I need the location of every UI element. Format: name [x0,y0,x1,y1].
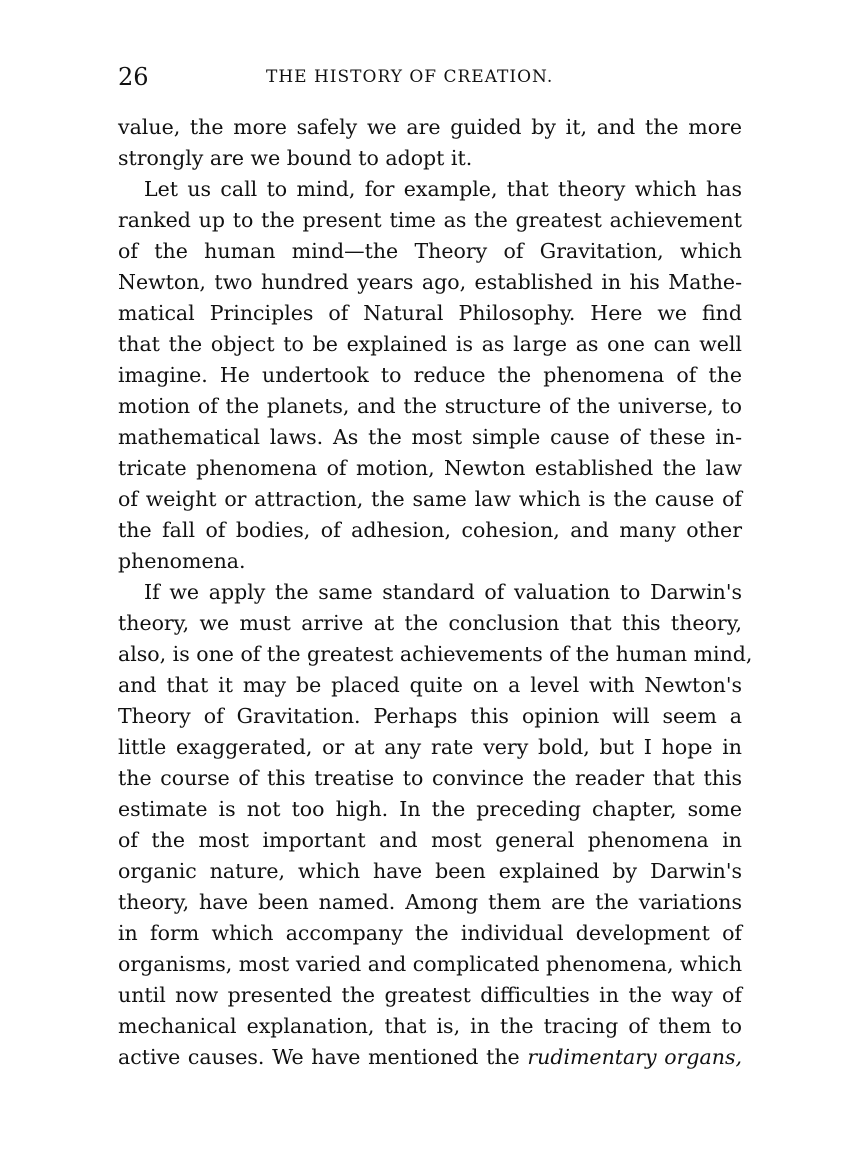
text-line: motion of the planets, and the structure of the universe, to [118,394,742,418]
text-line: until now presented the greatest difficulties in the way of [118,983,742,1007]
running-title: THE HISTORY OF CREATION. [266,67,554,87]
final-text-italic: rudimentary organs, [527,1045,742,1069]
text-line: that the object to be explained is as large as one can well [118,332,742,356]
text-line: of weight or attraction, the same law which is the cause of [118,487,742,511]
text-line: of the most important and most general phenomena in [118,828,742,852]
text-line: mechanical explanation, that is, in the tracing of them to [118,1014,742,1038]
running-head [118,62,742,92]
text-line: theory, we must arrive at the conclusion that this theory, [118,611,742,635]
final-text-roman: active causes. We have mentioned the [118,1045,520,1069]
text-line: little exaggerated, or at any rate very bold, but I hope in [118,735,742,759]
text-line: strongly are we bound to adopt it. [118,146,473,170]
text-line: estimate is not too high. In the preceding chapter, some [118,797,742,821]
text-line: mathematical laws. As the most simple cause of these in- [118,425,742,449]
text-line: value, the more safely we are guided by it, and the more [118,115,742,139]
text-line: and that it may be placed quite on a level with Newton's [118,673,742,697]
text-line: in form which accompany the individual development of [118,921,742,945]
final-text-line [118,1042,742,1073]
text-line: also, is one of the greatest achievements of the human mind, [118,642,753,666]
page-number: 26 [118,63,149,91]
text-line: organisms, most varied and complicated phenomena, which [118,952,743,976]
text-line: the fall of bodies, of adhesion, cohesion, and many other [118,518,742,542]
text-line: phenomena. [118,549,246,573]
paragraph-start-line: Let us call to mind, for example, that theory which has [144,177,742,201]
text-line: organic nature, which have been explained by Darwin's [118,859,742,883]
text-line: theory, have been named. Among them are the variations [118,890,742,914]
text-line: matical Principles of Natural Philosophy. Here we find [118,301,742,325]
text-line: of the human mind—the Theory of Gravitation, which [118,239,742,263]
text-line: imagine. He undertook to reduce the phenomena of the [118,363,742,387]
text-line: tricate phenomena of motion, Newton established the law [118,456,742,480]
body-text [118,112,753,1073]
text-line: Theory of Gravitation. Perhaps this opinion will seem a [118,704,742,728]
text-line: Newton, two hundred years ago, established in his Mathe- [118,270,742,294]
paragraph-start-line: If we apply the same standard of valuation to Darwin's [144,580,742,604]
text-line: ranked up to the present time as the greatest achievement [118,208,742,232]
text-line: the course of this treatise to convince the reader that this [118,766,742,790]
